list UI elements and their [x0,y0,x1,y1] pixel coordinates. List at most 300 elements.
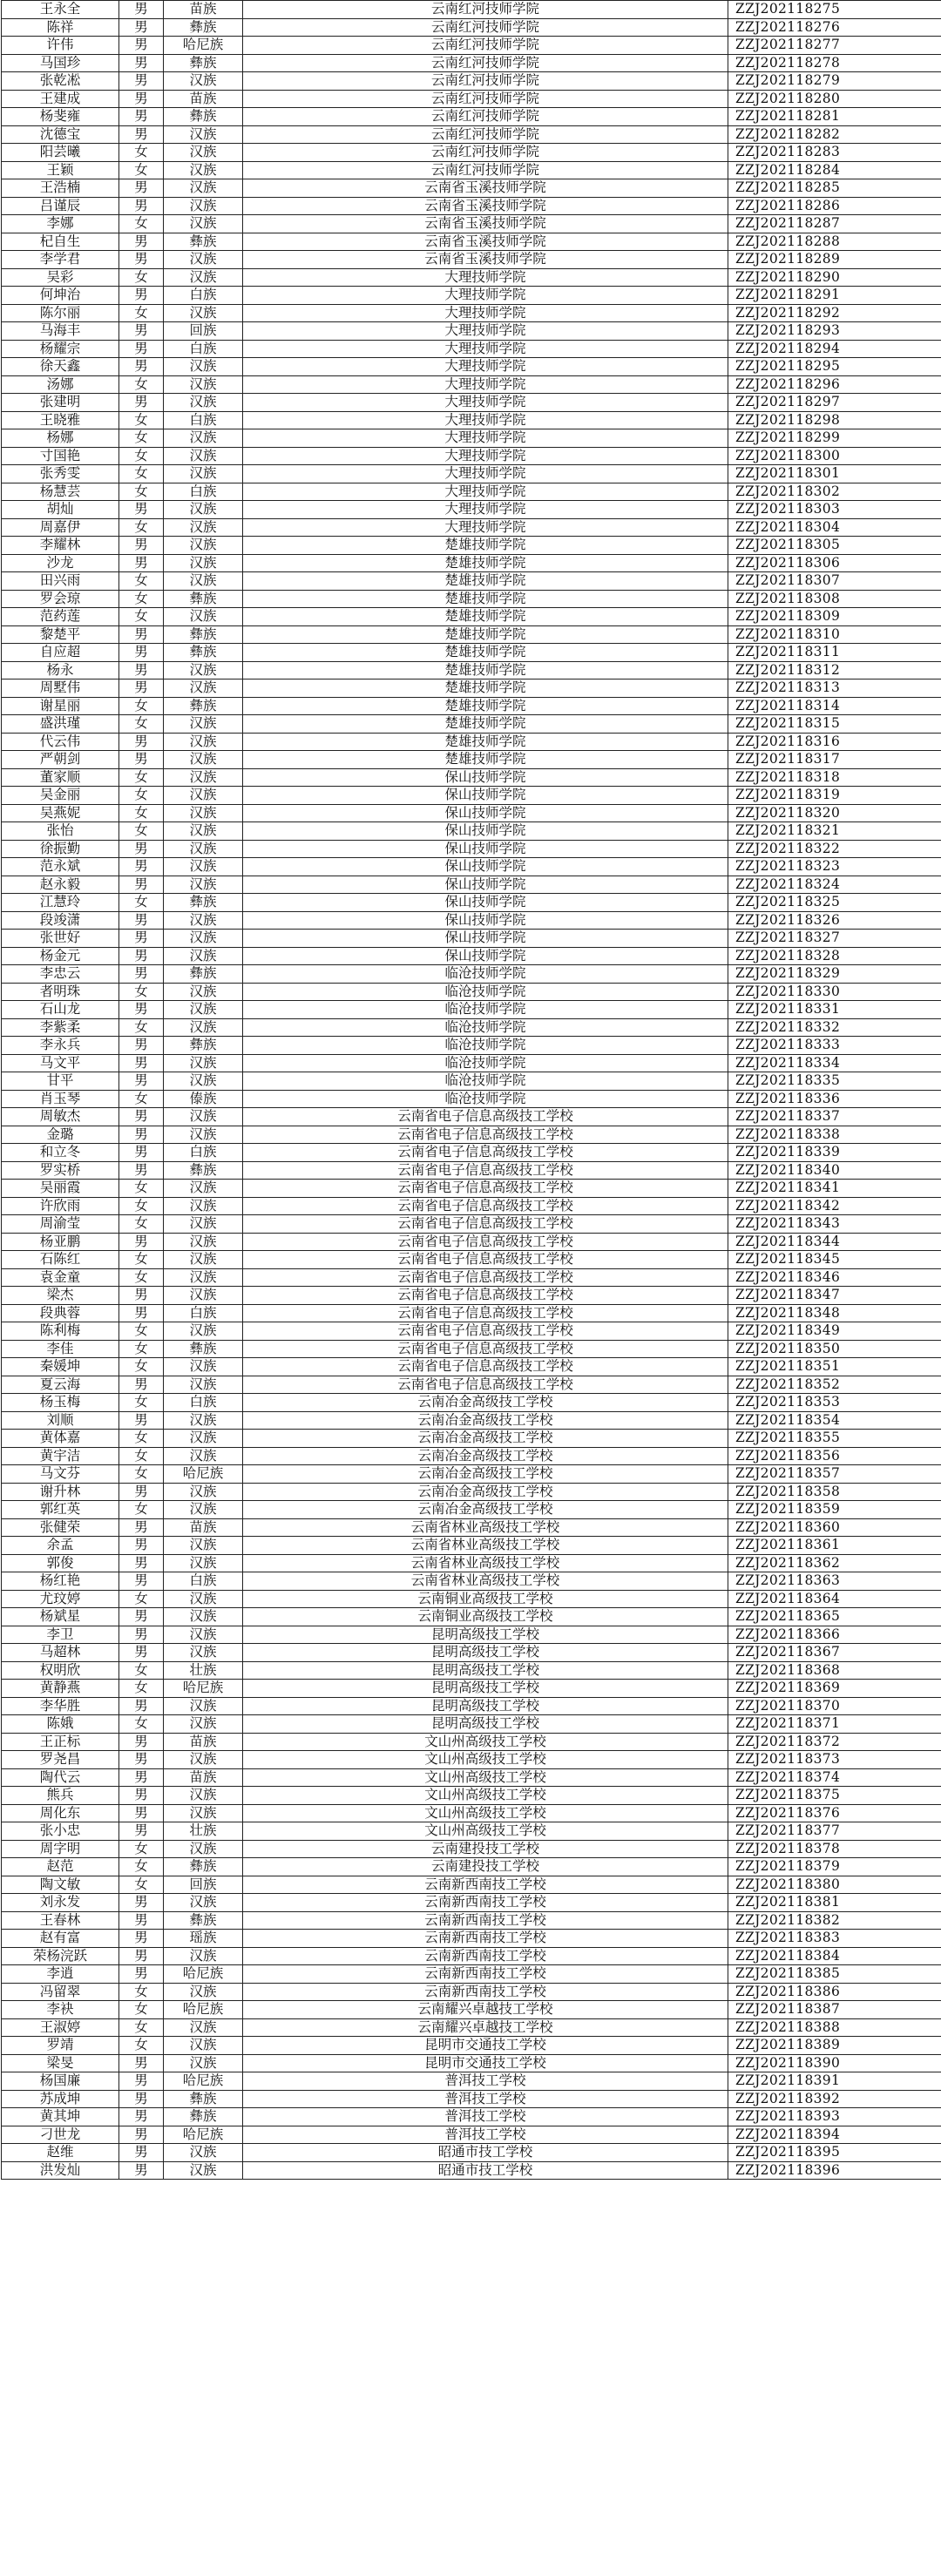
student-name-cell: 杨金元 [2,947,119,965]
registration-id-cell: ZZJ202118284 [728,161,941,179]
gender-cell: 女 [119,447,164,465]
ethnicity-cell: 哈尼族 [164,2072,243,2091]
registration-id-cell: ZZJ202118296 [728,375,941,394]
ethnicity-cell: 回族 [164,1876,243,1894]
registration-id-cell: ZZJ202118396 [728,2161,941,2180]
table-row [2,1572,941,1591]
table-row [2,1751,941,1769]
registration-id-cell: ZZJ202118317 [728,751,941,769]
school-name-cell: 云南冶金高级技工学校 [243,1483,728,1501]
student-name-cell: 赵范 [2,1858,119,1876]
registration-id-cell: ZZJ202118390 [728,2054,941,2072]
registration-id-cell: ZZJ202118323 [728,858,941,876]
school-name-cell: 昆明高级技工学校 [243,1661,728,1680]
registration-id-cell: ZZJ202118363 [728,1572,941,1591]
ethnicity-cell: 汉族 [164,1751,243,1769]
gender-cell: 女 [119,304,164,322]
ethnicity-cell: 汉族 [164,1608,243,1626]
table-row [2,1947,941,1965]
gender-cell: 男 [119,1144,164,1162]
table-row [2,858,941,876]
gender-cell: 女 [119,804,164,822]
table-row [2,233,941,251]
table-row [2,1394,941,1412]
table-row [2,1733,941,1751]
gender-cell: 男 [119,661,164,679]
table-row [2,268,941,287]
gender-cell: 男 [119,1822,164,1841]
school-name-cell: 云南新西南技工学校 [243,1911,728,1930]
school-name-cell: 大理技师学院 [243,304,728,322]
school-name-cell: 云南红河技师学院 [243,1,728,19]
gender-cell: 男 [119,751,164,769]
ethnicity-cell: 汉族 [164,251,243,269]
registration-id-cell: ZZJ202118282 [728,125,941,144]
student-name-cell: 刘顺 [2,1411,119,1430]
gender-cell: 女 [119,518,164,537]
table-row [2,697,941,715]
table-row [2,518,941,537]
registration-id-cell: ZZJ202118313 [728,679,941,698]
table-row [2,1697,941,1715]
student-name-cell: 吴金丽 [2,787,119,805]
registration-id-cell: ZZJ202118320 [728,804,941,822]
registration-id-cell: ZZJ202118278 [728,54,941,72]
gender-cell: 男 [119,394,164,412]
student-name-cell: 严朝剑 [2,751,119,769]
gender-cell: 男 [119,197,164,215]
ethnicity-cell: 汉族 [164,179,243,198]
student-name-cell: 周渝莹 [2,1215,119,1234]
table-row [2,1804,941,1822]
gender-cell: 男 [119,72,164,91]
ethnicity-cell: 汉族 [164,947,243,965]
school-name-cell: 大理技师学院 [243,340,728,358]
school-name-cell: 云南省电子信息高级技工学校 [243,1197,728,1215]
registration-id-cell: ZZJ202118379 [728,1858,941,1876]
registration-id-cell: ZZJ202118393 [728,2108,941,2126]
student-name-cell: 王浩楠 [2,179,119,198]
registration-id-cell: ZZJ202118287 [728,215,941,233]
table-row [2,1197,941,1215]
gender-cell: 女 [119,787,164,805]
registration-id-cell: ZZJ202118319 [728,787,941,805]
gender-cell: 男 [119,1608,164,1626]
student-name-cell: 董家顺 [2,768,119,787]
registration-id-cell: ZZJ202118348 [728,1304,941,1322]
table-row [2,965,941,984]
student-name-cell: 沙龙 [2,554,119,572]
registration-id-cell: ZZJ202118354 [728,1411,941,1430]
student-name-cell: 周墅伟 [2,679,119,698]
registration-id-cell: ZZJ202118337 [728,1108,941,1126]
school-name-cell: 保山技师学院 [243,947,728,965]
student-name-cell: 石山龙 [2,1001,119,1019]
school-name-cell: 云南红河技师学院 [243,161,728,179]
student-name-cell: 马文芬 [2,1465,119,1484]
registration-id-cell: ZZJ202118277 [728,37,941,55]
student-name-cell: 郭俊 [2,1554,119,1572]
registration-id-cell: ZZJ202118359 [728,1501,941,1519]
ethnicity-cell: 汉族 [164,983,243,1001]
registration-id-cell: ZZJ202118382 [728,1911,941,1930]
school-name-cell: 保山技师学院 [243,911,728,930]
school-name-cell: 保山技师学院 [243,822,728,841]
school-name-cell: 昆明高级技工学校 [243,1626,728,1644]
table-row [2,1911,941,1930]
registration-id-cell: ZZJ202118307 [728,572,941,591]
school-name-cell: 文山州高级技工学校 [243,1751,728,1769]
school-name-cell: 保山技师学院 [243,768,728,787]
ethnicity-cell: 汉族 [164,572,243,591]
school-name-cell: 云南省电子信息高级技工学校 [243,1251,728,1269]
school-name-cell: 云南省林业高级技工学校 [243,1554,728,1572]
school-name-cell: 云南冶金高级技工学校 [243,1447,728,1465]
school-name-cell: 云南红河技师学院 [243,72,728,91]
ethnicity-cell: 彝族 [164,1161,243,1180]
registration-id-cell: ZZJ202118394 [728,2126,941,2144]
school-name-cell: 昆明高级技工学校 [243,1644,728,1662]
table-row [2,1304,941,1322]
gender-cell: 男 [119,501,164,519]
school-name-cell: 云南红河技师学院 [243,108,728,126]
gender-cell: 男 [119,1965,164,1984]
gender-cell: 男 [119,1804,164,1822]
student-name-cell: 王淑婷 [2,2018,119,2037]
gender-cell: 女 [119,161,164,179]
registration-id-cell: ZZJ202118291 [728,287,941,305]
ethnicity-cell: 汉族 [164,268,243,287]
ethnicity-cell: 汉族 [164,465,243,483]
ethnicity-cell: 汉族 [164,679,243,698]
student-name-cell: 者明珠 [2,983,119,1001]
student-name-cell: 田兴雨 [2,572,119,591]
registration-id-cell: ZZJ202118378 [728,1840,941,1858]
gender-cell: 女 [119,1251,164,1269]
registration-id-cell: ZZJ202118370 [728,1697,941,1715]
table-row [2,1018,941,1037]
gender-cell: 男 [119,1554,164,1572]
school-name-cell: 大理技师学院 [243,358,728,376]
ethnicity-cell: 汉族 [164,1983,243,2001]
gender-cell: 女 [119,894,164,912]
gender-cell: 女 [119,1090,164,1108]
table-row [2,1965,941,1984]
gender-cell: 男 [119,876,164,894]
gender-cell: 女 [119,1340,164,1358]
table-row [2,608,941,626]
ethnicity-cell: 汉族 [164,1697,243,1715]
student-name-cell: 荣杨浣跃 [2,1947,119,1965]
table-row [2,554,941,572]
student-name-cell: 李耀林 [2,537,119,555]
gender-cell: 男 [119,1911,164,1930]
table-row [2,1430,941,1448]
gender-cell: 女 [119,2001,164,2019]
student-name-cell: 范药莲 [2,608,119,626]
gender-cell: 女 [119,1465,164,1484]
ethnicity-cell: 彝族 [164,590,243,608]
student-name-cell: 张建明 [2,394,119,412]
registration-id-cell: ZZJ202118350 [728,1340,941,1358]
table-row [2,1894,941,1912]
registration-id-cell: ZZJ202118349 [728,1322,941,1341]
school-name-cell: 楚雄技师学院 [243,661,728,679]
school-name-cell: 昆明高级技工学校 [243,1697,728,1715]
student-name-cell: 秦媛坤 [2,1358,119,1376]
school-name-cell: 大理技师学院 [243,447,728,465]
gender-cell: 男 [119,1483,164,1501]
school-name-cell: 云南省电子信息高级技工学校 [243,1144,728,1162]
ethnicity-cell: 汉族 [164,1626,243,1644]
ethnicity-cell: 彝族 [164,18,243,37]
school-name-cell: 云南省玉溪技师学院 [243,215,728,233]
table-row [2,1661,941,1680]
student-name-cell: 张世好 [2,930,119,948]
gender-cell: 男 [119,1001,164,1019]
table-row [2,2001,941,2019]
registration-id-cell: ZZJ202118315 [728,715,941,734]
student-name-cell: 马国珍 [2,54,119,72]
table-row [2,1680,941,1698]
table-row [2,1144,941,1162]
table-row [2,1215,941,1234]
table-row [2,125,941,144]
ethnicity-cell: 苗族 [164,1733,243,1751]
gender-cell: 女 [119,268,164,287]
gender-cell: 女 [119,1840,164,1858]
student-name-cell: 代云伟 [2,733,119,751]
student-name-cell: 李逍 [2,1965,119,1984]
table-row [2,1180,941,1198]
school-name-cell: 楚雄技师学院 [243,554,728,572]
student-name-cell: 杨永 [2,661,119,679]
student-name-cell: 杨娜 [2,429,119,448]
registration-id-cell: ZZJ202118328 [728,947,941,965]
student-name-cell: 李卫 [2,1626,119,1644]
ethnicity-cell: 汉族 [164,1787,243,1805]
table-row [2,644,941,662]
ethnicity-cell: 汉族 [164,1268,243,1287]
gender-cell: 男 [119,1930,164,1948]
school-name-cell: 云南红河技师学院 [243,54,728,72]
registration-id-cell: ZZJ202118352 [728,1376,941,1394]
school-name-cell: 昭通市技工学校 [243,2144,728,2162]
registration-id-cell: ZZJ202118341 [728,1180,941,1198]
student-name-cell: 罗会琼 [2,590,119,608]
table-row [2,930,941,948]
gender-cell: 男 [119,965,164,984]
school-name-cell: 大理技师学院 [243,429,728,448]
school-name-cell: 楚雄技师学院 [243,715,728,734]
registration-id-cell: ZZJ202118388 [728,2018,941,2037]
gender-cell: 男 [119,2054,164,2072]
gender-cell: 男 [119,1161,164,1180]
registration-id-cell: ZZJ202118347 [728,1287,941,1305]
gender-cell: 男 [119,37,164,55]
ethnicity-cell: 白族 [164,411,243,429]
school-name-cell: 昆明高级技工学校 [243,1715,728,1734]
student-name-cell: 杨慧芸 [2,483,119,501]
school-name-cell: 云南冶金高级技工学校 [243,1465,728,1484]
school-name-cell: 大理技师学院 [243,287,728,305]
table-row [2,215,941,233]
registration-id-cell: ZZJ202118294 [728,340,941,358]
table-row [2,876,941,894]
gender-cell: 男 [119,1376,164,1394]
school-name-cell: 云南新西南技工学校 [243,1894,728,1912]
ethnicity-cell: 彝族 [164,108,243,126]
student-name-cell: 杨斌星 [2,1608,119,1626]
registration-id-cell: ZZJ202118293 [728,322,941,341]
gender-cell: 男 [119,1518,164,1537]
ethnicity-cell: 汉族 [164,733,243,751]
student-name-cell: 陶文敏 [2,1876,119,1894]
table-row [2,1,941,19]
table-row [2,54,941,72]
registration-id-cell: ZZJ202118298 [728,411,941,429]
student-name-cell: 谢升林 [2,1483,119,1501]
ethnicity-cell: 汉族 [164,1894,243,1912]
student-name-cell: 罗尧昌 [2,1751,119,1769]
ethnicity-cell: 彝族 [164,697,243,715]
student-name-cell: 石陈红 [2,1251,119,1269]
student-name-cell: 杨耀宗 [2,340,119,358]
gender-cell: 女 [119,715,164,734]
table-row [2,1554,941,1572]
ethnicity-cell: 汉族 [164,215,243,233]
ethnicity-cell: 哈尼族 [164,2126,243,2144]
table-row [2,1447,941,1465]
student-name-cell: 张怡 [2,822,119,841]
gender-cell: 男 [119,1894,164,1912]
ethnicity-cell: 彝族 [164,644,243,662]
table-row [2,590,941,608]
table-row [2,1376,941,1394]
student-name-cell: 肖玉琴 [2,1090,119,1108]
school-name-cell: 保山技师学院 [243,804,728,822]
table-row [2,1501,941,1519]
ethnicity-cell: 白族 [164,1144,243,1162]
table-row [2,537,941,555]
school-name-cell: 楚雄技师学院 [243,625,728,644]
registration-id-cell: ZZJ202118395 [728,2144,941,2162]
school-name-cell: 大理技师学院 [243,394,728,412]
student-name-cell: 盛洪瑾 [2,715,119,734]
student-name-cell: 范永斌 [2,858,119,876]
school-name-cell: 临沧技师学院 [243,1054,728,1072]
school-name-cell: 昆明市交通技工学校 [243,2037,728,2055]
ethnicity-cell: 汉族 [164,1215,243,1234]
registration-id-cell: ZZJ202118364 [728,1590,941,1608]
school-name-cell: 云南冶金高级技工学校 [243,1430,728,1448]
registration-id-cell: ZZJ202118326 [728,911,941,930]
gender-cell: 男 [119,858,164,876]
gender-cell: 男 [119,1037,164,1055]
school-name-cell: 云南省林业高级技工学校 [243,1572,728,1591]
ethnicity-cell: 汉族 [164,1804,243,1822]
school-name-cell: 临沧技师学院 [243,1001,728,1019]
student-name-cell: 王春林 [2,1911,119,1930]
table-row [2,1537,941,1555]
ethnicity-cell: 苗族 [164,1768,243,1787]
ethnicity-cell: 汉族 [164,1233,243,1251]
registration-id-cell: ZZJ202118383 [728,1930,941,1948]
table-row [2,1072,941,1091]
registration-id-cell: ZZJ202118358 [728,1483,941,1501]
gender-cell: 女 [119,1268,164,1287]
table-row [2,1108,941,1126]
table-row [2,501,941,519]
ethnicity-cell: 汉族 [164,72,243,91]
ethnicity-cell: 彝族 [164,54,243,72]
ethnicity-cell: 汉族 [164,930,243,948]
school-name-cell: 楚雄技师学院 [243,590,728,608]
student-name-cell: 罗靖 [2,2037,119,2055]
student-name-cell: 王建成 [2,90,119,108]
registration-id-cell: ZZJ202118329 [728,965,941,984]
table-row [2,394,941,412]
registration-id-cell: ZZJ202118353 [728,1394,941,1412]
ethnicity-cell: 汉族 [164,822,243,841]
gender-cell: 女 [119,1501,164,1519]
gender-cell: 女 [119,1858,164,1876]
table-row [2,2072,941,2091]
school-name-cell: 云南省电子信息高级技工学校 [243,1215,728,1234]
ethnicity-cell: 汉族 [164,2054,243,2072]
registration-id-cell: ZZJ202118275 [728,1,941,19]
gender-cell: 男 [119,1537,164,1555]
registration-id-cell: ZZJ202118374 [728,1768,941,1787]
school-name-cell: 文山州高级技工学校 [243,1768,728,1787]
ethnicity-cell: 傣族 [164,1090,243,1108]
gender-cell: 女 [119,1394,164,1412]
ethnicity-cell: 汉族 [164,1108,243,1126]
student-name-cell: 杨亚鹏 [2,1233,119,1251]
student-name-cell: 周化东 [2,1804,119,1822]
student-name-cell: 杞自生 [2,233,119,251]
table-row [2,1768,941,1787]
student-name-cell: 甘平 [2,1072,119,1091]
ethnicity-cell: 彝族 [164,894,243,912]
student-name-cell: 张小忠 [2,1822,119,1841]
student-name-cell: 张秀雯 [2,465,119,483]
school-name-cell: 楚雄技师学院 [243,572,728,591]
student-name-cell: 自应超 [2,644,119,662]
registration-id-cell: ZZJ202118279 [728,72,941,91]
registration-id-cell: ZZJ202118389 [728,2037,941,2055]
registration-id-cell: ZZJ202118335 [728,1072,941,1091]
student-name-cell: 李娜 [2,215,119,233]
table-row [2,2054,941,2072]
ethnicity-cell: 汉族 [164,429,243,448]
table-row [2,1340,941,1358]
ethnicity-cell: 汉族 [164,715,243,734]
gender-cell: 男 [119,644,164,662]
table-row [2,983,941,1001]
registration-id-cell: ZZJ202118321 [728,822,941,841]
student-name-cell: 李永兵 [2,1037,119,1055]
ethnicity-cell: 彝族 [164,625,243,644]
student-name-cell: 周敏杰 [2,1108,119,1126]
gender-cell: 男 [119,1,164,19]
registration-id-cell: ZZJ202118377 [728,1822,941,1841]
student-name-cell: 刁世龙 [2,2126,119,2144]
gender-cell: 男 [119,322,164,341]
roster-body [2,1,941,2180]
gender-cell: 男 [119,1733,164,1751]
gender-cell: 男 [119,1287,164,1305]
